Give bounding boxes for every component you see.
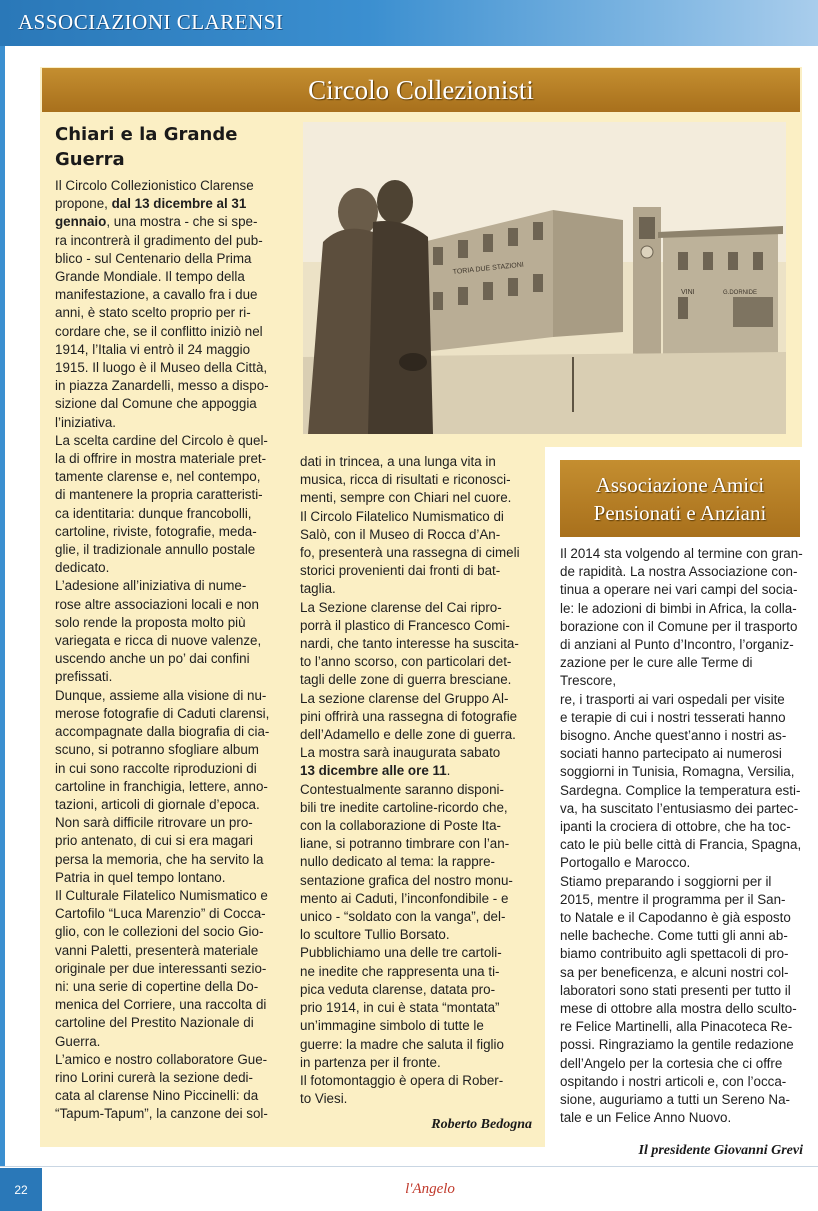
text-line: anni, è stato scelto proprio per ri- bbox=[55, 305, 251, 321]
text-line: blico - sul Centenario della Prima bbox=[55, 250, 252, 266]
text-line: rino Lorini curerà la sezione dedi- bbox=[55, 1069, 253, 1085]
text-line: Cartofilo “Luca Marenzio” di Coccа- bbox=[55, 906, 266, 922]
text-line: glio, con le collezioni del socio Gio- bbox=[55, 924, 264, 940]
text-line: re, i trasporti ai vari ospedali per visite bbox=[560, 691, 785, 707]
text-line: zazione per le cure alle Terme di Trescore, bbox=[560, 655, 753, 689]
text-line: soggiorni in Tunisia, Romagna, Versilia, bbox=[560, 764, 795, 780]
text-line: vanni Paletti, presenterà materiale bbox=[55, 942, 259, 958]
text-line: “Tapum-Tapum”, la canzone dei sol- bbox=[55, 1106, 268, 1122]
highlight-date: 13 dicembre alle ore 11 bbox=[300, 763, 447, 779]
article-column-3 bbox=[560, 545, 805, 1128]
text-line: liane, si potranno timbrare con l’an- bbox=[300, 836, 510, 852]
text-line: to l’anno scorso, con particolari det- bbox=[300, 654, 512, 670]
section-header-collezionisti bbox=[42, 68, 800, 112]
text-line: pini offrirà una rassegna di fotografie bbox=[300, 708, 518, 724]
text-line: cordare che, se il conflitto iniziò nel bbox=[55, 323, 263, 339]
text-line: l’iniziativa. bbox=[55, 414, 117, 430]
text-line: cata al clarense Nino Piccinelli: da bbox=[55, 1088, 259, 1104]
text-line: Salò, con il Museo di Rocca d’An- bbox=[300, 526, 501, 542]
text-line: to Viesi. bbox=[300, 1091, 348, 1107]
text-line: mento ai Caduti, l’inconfondibile - e bbox=[300, 890, 509, 906]
text-line: bisogno. Anche quest’anno i nostri as- bbox=[560, 728, 787, 744]
text-line: taglia. bbox=[300, 581, 336, 597]
text-line: uscendo anche un po’ dai confini bbox=[55, 651, 250, 667]
text-line: Il Culturale Filatelico Numismatico e bbox=[55, 887, 268, 903]
headline-line: Chiari e la Grande bbox=[55, 124, 238, 145]
text-line: cato le più belle città di Francia, Spagna, bbox=[560, 837, 802, 853]
left-margin-rule bbox=[0, 46, 5, 1166]
text-line: e terapie di cui i nostri tesserati hanno bbox=[560, 709, 786, 725]
highlight-date: dal 13 dicembre al 31 bbox=[111, 196, 247, 212]
text-line: tagli delle zone di guerra bresciane. bbox=[300, 672, 512, 688]
text-line: Patria in quel tempo lontano. bbox=[55, 869, 226, 885]
text-line: Il Circolo Filatelico Numismatico di bbox=[300, 508, 504, 524]
text-line: menica del Corriere, una raccolta di bbox=[55, 997, 267, 1013]
text-line: solo rende la proposta molto più bbox=[55, 614, 246, 630]
text-line: lo scultore Tullio Borsato. bbox=[300, 927, 450, 943]
text-line: scuno, si potranno sfogliare album bbox=[55, 742, 259, 758]
text-line: Pubblichiamo una delle tre cartoli- bbox=[300, 945, 502, 961]
text-line: propone, dal 13 dicembre al 31 bbox=[55, 196, 247, 212]
text-line: porrà il plastico di Francesco Comi- bbox=[300, 617, 510, 633]
text-line: con la collaborazione di Poste Ita- bbox=[300, 818, 501, 834]
text-line: di mantenere la propria caratteristi- bbox=[55, 487, 263, 503]
text-line: La Sezione clarense del Cai ripro- bbox=[300, 599, 502, 615]
text-line: ne inedite che rappresenta una ti- bbox=[300, 963, 500, 979]
banner-title: ASSOCIAZIONI CLARENSI bbox=[18, 10, 284, 34]
photomontage-image bbox=[303, 122, 786, 434]
text-line: in piazza Zanardelli, messo a dispo- bbox=[55, 378, 269, 394]
text-line: unico - “soldato con la vanga”, del- bbox=[300, 909, 506, 925]
text-line: La mostra sarà inaugurata sabato bbox=[300, 745, 501, 761]
section-header-title: Circolo Collezionisti bbox=[308, 74, 534, 105]
text-line: ipanti la crociera di ottobre, che ha toc- bbox=[560, 819, 791, 835]
sign-text: VINI bbox=[681, 289, 695, 296]
text-line: in partenza per il fronte. bbox=[300, 1054, 441, 1070]
text-line: Il fotomontaggio è opera di Rober- bbox=[300, 1072, 504, 1088]
text-line: di anziani al Punto d’Incontro, l’organiz- bbox=[560, 637, 794, 653]
text-line: fo, presenterà una rassegna di cimeli bbox=[300, 545, 520, 561]
text-line: Il 2014 sta volgendo al termine con gran- bbox=[560, 546, 803, 561]
text-line: ra incontrerà il gradimento del pub- bbox=[55, 232, 263, 248]
headline-line: Guerra bbox=[55, 149, 125, 170]
text-line: la di offrire in mostra materiale pret- bbox=[55, 451, 267, 467]
text-line: variegata e ricca di nuove valenze, bbox=[55, 633, 262, 649]
text-line: tale e un Felice Anno Nuovo. bbox=[560, 1110, 732, 1126]
text-line: L’amico e nostro collaboratore Gue- bbox=[55, 1051, 268, 1067]
text-line: Contestualmente saranno disponi- bbox=[300, 781, 504, 797]
text-line: 13 dicembre alle ore 11. bbox=[300, 763, 451, 779]
text-line: L’adesione all’iniziativa di nume- bbox=[55, 578, 247, 594]
text-line: sa per beneficenza, e alcuni nostri col- bbox=[560, 964, 789, 980]
text-line: bili tre inedite cartoline-ricordo che, bbox=[300, 799, 508, 815]
text-line: sione, auguriamo a tutti un Sereno Na- bbox=[560, 1092, 791, 1108]
text-line: prefissati. bbox=[55, 669, 113, 685]
text-line: biamo contribuito agli spettacoli di pro- bbox=[560, 946, 789, 962]
president-signature: Il presidente Giovanni Grevi bbox=[638, 1143, 803, 1158]
text-line: 1915. Il luogo è il Museo della Città, bbox=[55, 360, 268, 376]
text-line: dati in trincea, a una lunga vita in bbox=[300, 454, 496, 469]
text-line: nelle bacheche. Come tutti gli anni ab- bbox=[560, 928, 788, 944]
text-line: glie, il tradizionale annullo postale bbox=[55, 542, 256, 558]
text-line: nardi, che tanto interesse ha suscita- bbox=[300, 636, 519, 652]
text-line: borazione con il Comune per il trasporto bbox=[560, 618, 798, 634]
text-line: persa la memoria, che ha servito la bbox=[55, 851, 264, 867]
text-line: manifestazione, a cavallo fra i due bbox=[55, 287, 258, 303]
text-line: possi. Ringraziamo la gentile redazione bbox=[560, 1037, 794, 1053]
article-column-1 bbox=[55, 177, 287, 1124]
page-number: 22 bbox=[0, 1168, 42, 1211]
text-line: originale per due interessanti sezio- bbox=[55, 960, 267, 976]
text-line: nullo dedicato al tema: la rappre- bbox=[300, 854, 496, 870]
section-header-line: Pensionati e Anziani bbox=[593, 500, 767, 525]
text-line: tinua a operare nei vari campi del socia- bbox=[560, 582, 798, 598]
author-signature: Roberto Bedogna bbox=[431, 1117, 532, 1132]
text-line: cartoline in franchigia, lettere, anno- bbox=[55, 778, 268, 794]
footer-logo: l'Angelo bbox=[405, 1181, 455, 1197]
text-line: accompagnate dalla biografia di cia- bbox=[55, 724, 270, 740]
text-line: dell’Angelo per la cortesia che ci offre bbox=[560, 1055, 783, 1071]
text-line: to Natale e il Capodanno è già esposto bbox=[560, 910, 791, 926]
article-headline bbox=[55, 122, 290, 172]
text-line: ca identitaria: dunque francobolli, bbox=[55, 505, 252, 521]
text-line: menti, sempre con Chiari nel cuore. bbox=[300, 490, 512, 506]
text-line: cartoline del Prestito Nazionale di bbox=[55, 1015, 254, 1031]
sign-text: G.DORNIDE bbox=[723, 290, 758, 296]
text-line: mese di ottobre alla mostra dello sculto- bbox=[560, 1001, 797, 1017]
photo-illustration bbox=[303, 122, 786, 434]
text-line: Grande Mondiale. Il tempo della bbox=[55, 269, 245, 285]
text-line: prio antenato, di cui si era magari bbox=[55, 833, 253, 849]
text-line: 2015, mentre il programma per il San- bbox=[560, 891, 786, 907]
text-line: ospitando i nostri articoli e, con l’occa- bbox=[560, 1073, 787, 1089]
highlight-date: gennaio bbox=[55, 214, 107, 230]
section-header-pensionati bbox=[560, 460, 800, 537]
text-line: Portogallo e Marocco. bbox=[560, 855, 691, 871]
text-line: Non sarà difficile ritrovare un pro- bbox=[55, 815, 253, 831]
text-line: tamente clarense e, nel contempo, bbox=[55, 469, 261, 485]
text-line: La sezione clarense del Gruppo Al- bbox=[300, 690, 509, 706]
section-header-line: Associazione Amici bbox=[595, 472, 765, 497]
text-line: ni: una serie di copertine della Do- bbox=[55, 978, 259, 994]
text-line: gennaio, una mostra - che si spe- bbox=[55, 214, 258, 230]
text-line: pica veduta clarense, datata pro- bbox=[300, 981, 496, 997]
text-line: La scelta cardine del Circolo è quel- bbox=[55, 432, 268, 448]
text-line: de rapidità. La nostra Associazione con- bbox=[560, 564, 798, 580]
text-line: va, ha suscitato l’entusiasmo dei partec- bbox=[560, 800, 799, 816]
text-line: sentazione grafica del nostro monu- bbox=[300, 872, 513, 888]
text-line: Guerra. bbox=[55, 1033, 101, 1049]
text-line: prio 1914, in cui è stata “montata” bbox=[300, 1000, 500, 1016]
text-line: tazioni, articoli di giornale d’epoca. bbox=[55, 796, 260, 812]
sign-text: TORIA DUE STAZIONI bbox=[452, 261, 525, 276]
footer-divider bbox=[0, 1166, 818, 1167]
text-line: cartoline, riviste, fotografie, meda- bbox=[55, 523, 257, 539]
text-line: re Felice Martinelli, alla Pinacoteca Re- bbox=[560, 1019, 793, 1035]
text-line: sociati hanno partecipato ai numerosi bbox=[560, 746, 782, 762]
text-line: laboratori sono stati presenti per tutto il bbox=[560, 982, 791, 998]
text-line: guerre: la madre che saluta il figlio bbox=[300, 1036, 504, 1052]
text-line: in cui sono raccolte riproduzioni di bbox=[55, 760, 257, 776]
text-line: musica, ricca di risultati e riconosci- bbox=[300, 472, 511, 488]
text-line: storici provenienti dai fronti di bat- bbox=[300, 563, 501, 579]
text-line: Dunque, assieme alla visione di nu- bbox=[55, 687, 267, 703]
text-line: un’immagine simbolo di tutte le bbox=[300, 1018, 484, 1034]
text-line: le: le adozioni di bimbi in Africa, la colla- bbox=[560, 600, 797, 616]
text-line: dedicato. bbox=[55, 560, 110, 576]
text-line: Stiamo preparando i soggiorni per il bbox=[560, 873, 772, 889]
text-line: Il Circolo Collezionistico Clarense bbox=[55, 178, 254, 193]
text-line: sizione dal Comune che appoggia bbox=[55, 396, 257, 412]
text-line: merose fotografie di Caduti clarensi, bbox=[55, 705, 270, 721]
top-banner bbox=[0, 0, 818, 46]
article-column-2 bbox=[300, 453, 533, 1108]
text-line: Sardegna. Complice la temperatura esti- bbox=[560, 782, 801, 798]
text-line: dell’Adamello e delle zone di guerra. bbox=[300, 727, 516, 743]
text-line: 1914, l’Italia vi entrò il 24 maggio bbox=[55, 341, 251, 357]
text-line: rose altre associazioni locali e non bbox=[55, 596, 259, 612]
